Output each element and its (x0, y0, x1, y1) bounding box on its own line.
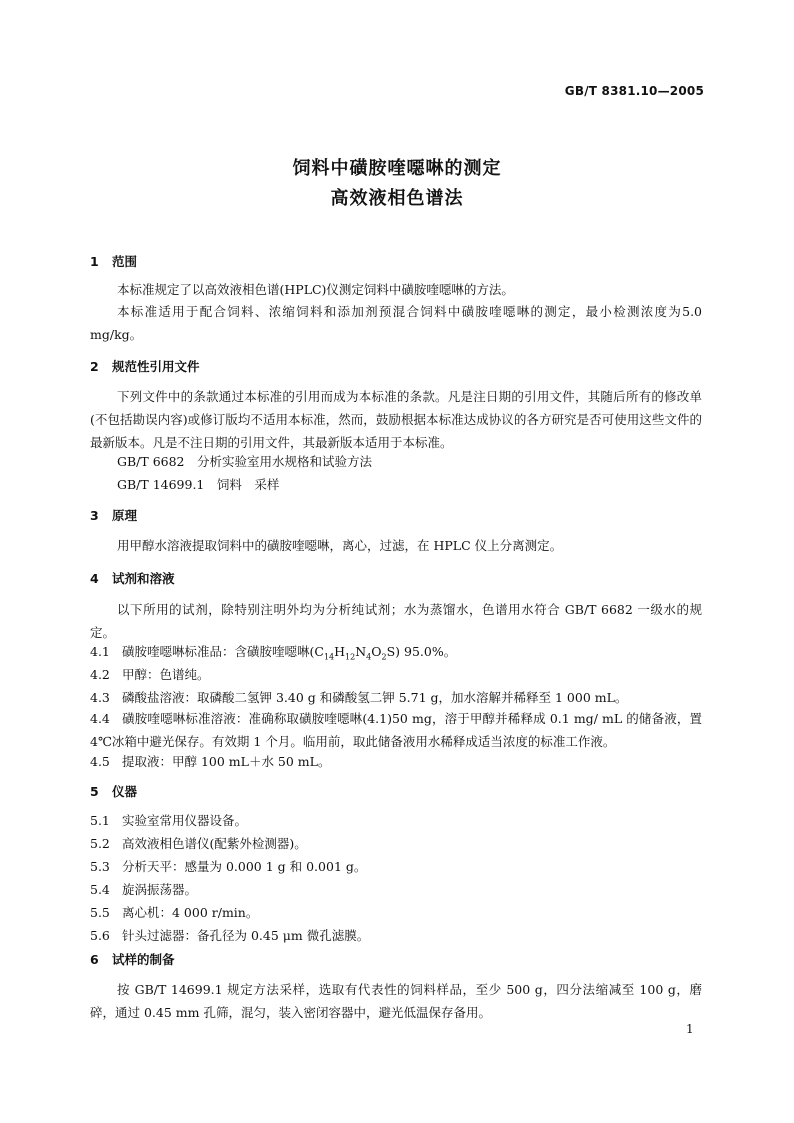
section-heading-5 (90, 782, 137, 800)
list-item (90, 903, 258, 921)
item-number: 5.4 (90, 882, 110, 897)
section-number: 6 (90, 952, 99, 967)
item-number: 5.3 (90, 859, 110, 874)
paragraph: 用甲醇水溶液提取饲料中的磺胺喹噁啉，离心，过滤，在 HPLC 仪上分离测定。 (117, 538, 563, 553)
section-title: 规范性引用文件 (112, 359, 200, 374)
item-text: O (371, 644, 382, 659)
section-title: 仪器 (112, 784, 138, 799)
subscript: 4 (366, 652, 372, 662)
list-item (90, 880, 197, 898)
section-heading-6 (90, 950, 175, 968)
item-number: 4.4 (90, 711, 110, 726)
reference-item: GB/T 6682 分析实验室用水规格和试验方法 (117, 454, 373, 469)
item-text: 甲醇：色谱纯。 (122, 667, 210, 682)
section-title: 试剂和溶液 (112, 571, 175, 586)
reference-item: GB/T 14699.1 饲料 采样 (117, 477, 280, 492)
section-title: 范围 (112, 254, 138, 269)
item-text: 磷酸盐溶液：取磷酸二氢钾 3.40 g 和磷酸氢二钾 5.71 g，加水溶解并稀释至 1 000 mL。 (122, 690, 628, 705)
section-number: 4 (90, 571, 99, 586)
subscript: 14 (323, 652, 335, 662)
section-heading-3 (90, 506, 137, 524)
paragraph: 下列文件中的条款通过本标准的引用而成为本标准的条款。凡是注日期的引用文件，其随后所有的修改单(不包括勘误内容)或修订版均不适用本标准，然而，鼓励根据本标准达成协议的各方研究是否可使用这些文件的最新版本。凡是不注日期的引用文件，其最新版本适用于本标准。 (90, 389, 702, 450)
section-number: 2 (90, 359, 99, 374)
item-number: 5.5 (90, 905, 110, 920)
list-item (90, 857, 366, 875)
item-text: 旋涡振荡器。 (122, 882, 198, 897)
list-item (90, 926, 369, 944)
subscript: 2 (381, 652, 387, 662)
list-item (90, 707, 702, 753)
item-text: S) 95.0%。 (386, 644, 457, 659)
item-number: 4.1 (90, 644, 110, 659)
list-item (90, 811, 247, 829)
list-item (90, 688, 627, 706)
subscript: 12 (345, 652, 356, 662)
page-number: 1 (686, 1022, 694, 1036)
item-number: 4.3 (90, 690, 110, 705)
list-item (90, 834, 307, 852)
section-number: 3 (90, 508, 99, 523)
item-number: 4.2 (90, 667, 110, 682)
document-title: 饲料中磺胺喹噁啉的测定 (292, 158, 502, 179)
section-heading-2 (90, 357, 200, 375)
item-number: 5.2 (90, 836, 110, 851)
list-item (90, 642, 456, 660)
paragraph: 以下所用的试剂，除特别注明外均为分析纯试剂；水为蒸馏水，色谱用水符合 GB/T 6682 一级水的规定。 (90, 602, 702, 640)
item-number: 5.1 (90, 813, 110, 828)
paragraph: 本标准适用于配合饲料、浓缩饲料和添加剂预混合饲料中磺胺喹噁啉的测定，最小检测浓度为5.0 mg/kg。 (90, 304, 702, 342)
paragraph: 本标准规定了以高效液相色谱(HPLC)仪测定饲料中磺胺喹噁啉的方法。 (117, 282, 514, 297)
list-item (90, 752, 330, 770)
section-title: 原理 (112, 508, 138, 523)
item-text: 分析天平：感量为 0.000 1 g 和 0.001 g。 (122, 859, 367, 874)
section-number: 5 (90, 784, 99, 799)
section-number: 1 (90, 254, 99, 269)
section-heading-1 (90, 252, 137, 270)
list-item (90, 665, 210, 683)
item-text: 提取液：甲醇 100 mL＋水 50 mL。 (122, 754, 331, 769)
item-number: 5.6 (90, 928, 110, 943)
section-heading-4 (90, 569, 175, 587)
paragraph: 按 GB/T 14699.1 规定方法采样，选取有代表性的饲料样品，至少 500 g，四分法缩减至 100 g，磨碎，通过 0.45 mm 孔筛，混匀，装入密闭容器中，避光低温保存备用。 (90, 982, 702, 1020)
item-text: 磺胺喹噁啉标准溶液：准确称取磺胺喹噁啉(4.1)50 mg，溶于甲醇并稀释成 0.1 mg/ mL 的储备液，置 4℃冰箱中避光保存。有效期 1 个月。临用前，取此储备液用水稀释成适当浓度的标准工作液。 (90, 711, 702, 749)
document-subtitle: 高效液相色谱法 (330, 188, 464, 209)
standard-code: GB/T 8381.10—2005 (564, 84, 704, 98)
item-text: 离心机：4 000 r/min。 (122, 905, 259, 920)
item-text: 针头过滤器：备孔径为 0.45 μm 微孔滤膜。 (122, 928, 370, 943)
item-number: 4.5 (90, 754, 110, 769)
item-text: 高效液相色谱仪(配紫外检测器)。 (122, 836, 307, 851)
item-text: 实验室常用仪器设备。 (122, 813, 248, 828)
section-title: 试样的制备 (112, 952, 175, 967)
item-text: N (355, 644, 367, 659)
item-text: 磺胺喹噁啉标准品：含磺胺喹噁啉(C (122, 644, 324, 659)
item-text: H (334, 644, 346, 659)
